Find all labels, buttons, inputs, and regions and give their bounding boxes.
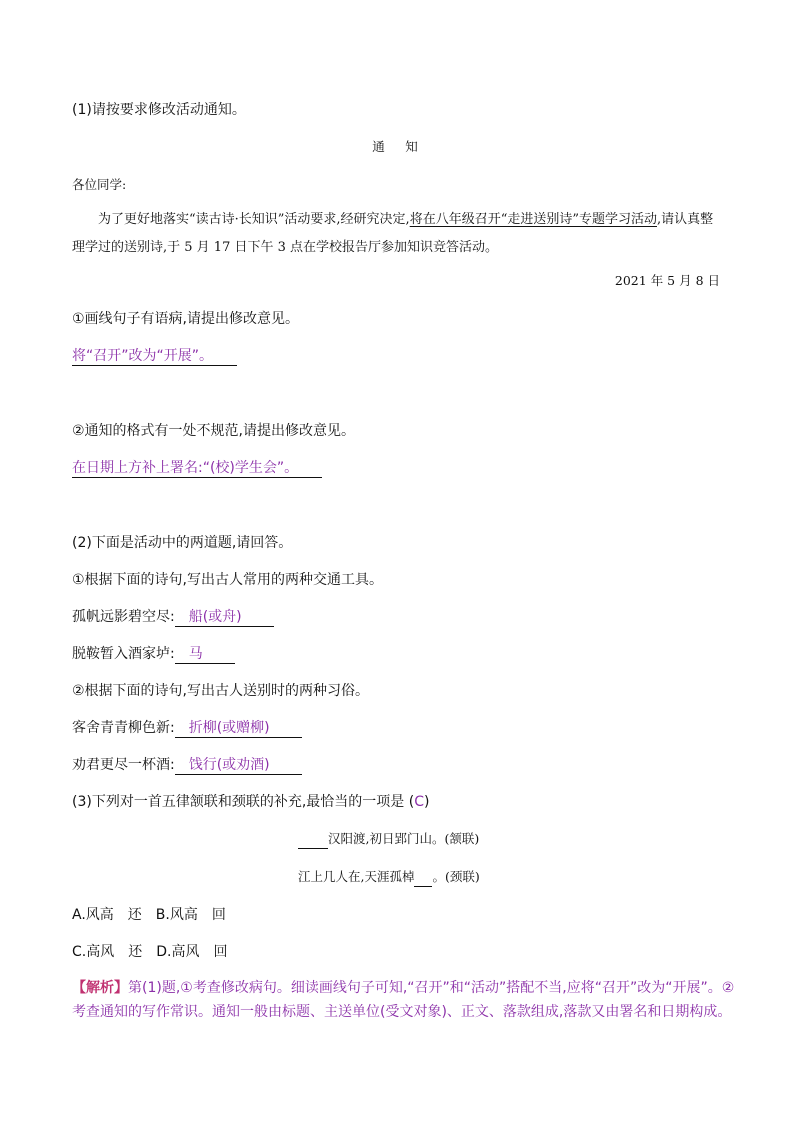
q3-answer-close: ) <box>423 794 430 810</box>
q2-line1 <box>72 607 274 627</box>
q1-sub2-question: ②通知的格式有一处不规范,请提出修改意见。 <box>72 423 355 439</box>
q2-line2-answer: 马 <box>175 645 235 664</box>
q3-verse1-text: 汉阳渡,初日郢门山。(颔联) <box>328 831 480 846</box>
q3-verse2 <box>298 867 480 887</box>
q3-question-text: (3)下列对一首五律颔联和颈联的补充,最恰当的一项是 <box>72 794 405 810</box>
q3-verse2-pre: 江上几人在,天涯孤棹 <box>298 869 415 884</box>
notice-title: 通 知 <box>372 139 422 154</box>
q3-options-row1: A.风高 还 B.风高 回 <box>72 907 226 923</box>
q2-line3 <box>72 718 302 738</box>
notice-body-after: ,请认真整理学过的送别诗,于 5 月 17 日下午 3 点在学校报告厅参加知识竞答活动。 <box>72 212 714 255</box>
notice-salutation: 各位同学: <box>72 177 127 192</box>
q2-sub2-question: ②根据下面的诗句,写出古人送别时的两种习俗。 <box>72 683 369 699</box>
q2-line1-answer: 船(或舟) <box>175 608 274 627</box>
q2-line4-prompt: 劝君更尽一杯酒: <box>72 757 175 773</box>
q3-verse1-blank <box>298 832 328 849</box>
q2-line4 <box>72 755 302 775</box>
q2-line4-answer: 饯行(或劝酒) <box>175 756 302 775</box>
q1-sub2-answer <box>72 458 322 478</box>
analysis-block <box>72 976 742 1024</box>
q3-question <box>72 792 429 812</box>
q1-intro: (1)请按要求修改活动通知。 <box>72 102 246 118</box>
q2-line3-prompt: 客舍青青柳色新: <box>72 720 175 736</box>
q2-intro: (2)下面是活动中的两道题,请回答。 <box>72 535 293 551</box>
notice-body <box>72 206 722 262</box>
analysis-text: 第(1)题,①考查修改病句。细读画线句子可知,“召开”和“活动”搭配不当,应将“召开”改为“开展”。②考查通知的写作常识。通知一般由标题、主送单位(受文对象)、正文、落款组成,落款又由署名和日期构成。 <box>72 980 735 1020</box>
q1-sub1-answer-text: 将“召开”改为“开展”。 <box>72 347 237 366</box>
notice-body-before: 为了更好地落实“读古诗·长知识”活动要求,经研究决定, <box>98 212 410 227</box>
q3-answer-open: ( <box>408 794 415 810</box>
analysis-label: 【解析】 <box>72 980 128 996</box>
notice-body-underlined: 将在八年级召开“走进送别诗”专题学习活动 <box>409 212 657 227</box>
q2-line3-answer: 折柳(或赠柳) <box>175 719 302 738</box>
q1-sub2-answer-text: 在日期上方补上署名:“(校)学生会”。 <box>72 459 322 478</box>
q2-line2-prompt: 脱鞍暂入酒家垆: <box>72 646 175 662</box>
q3-verse2-blank <box>414 870 432 887</box>
q3-options-row2: C.高风 还 D.高风 回 <box>72 944 228 960</box>
notice-date: 2021 年 5 月 8 日 <box>614 273 720 288</box>
q2-line1-prompt: 孤帆远影碧空尽: <box>72 609 175 625</box>
q1-sub1-question: ①画线句子有语病,请提出修改意见。 <box>72 311 300 327</box>
q2-line2 <box>72 644 235 664</box>
q3-answer-letter: C <box>414 794 424 810</box>
q3-verse1 <box>298 829 479 849</box>
q1-sub1-answer <box>72 346 237 366</box>
q3-verse2-post: 。(颈联) <box>432 869 480 884</box>
q2-sub1-question: ①根据下面的诗句,写出古人常用的两种交通工具。 <box>72 572 383 588</box>
